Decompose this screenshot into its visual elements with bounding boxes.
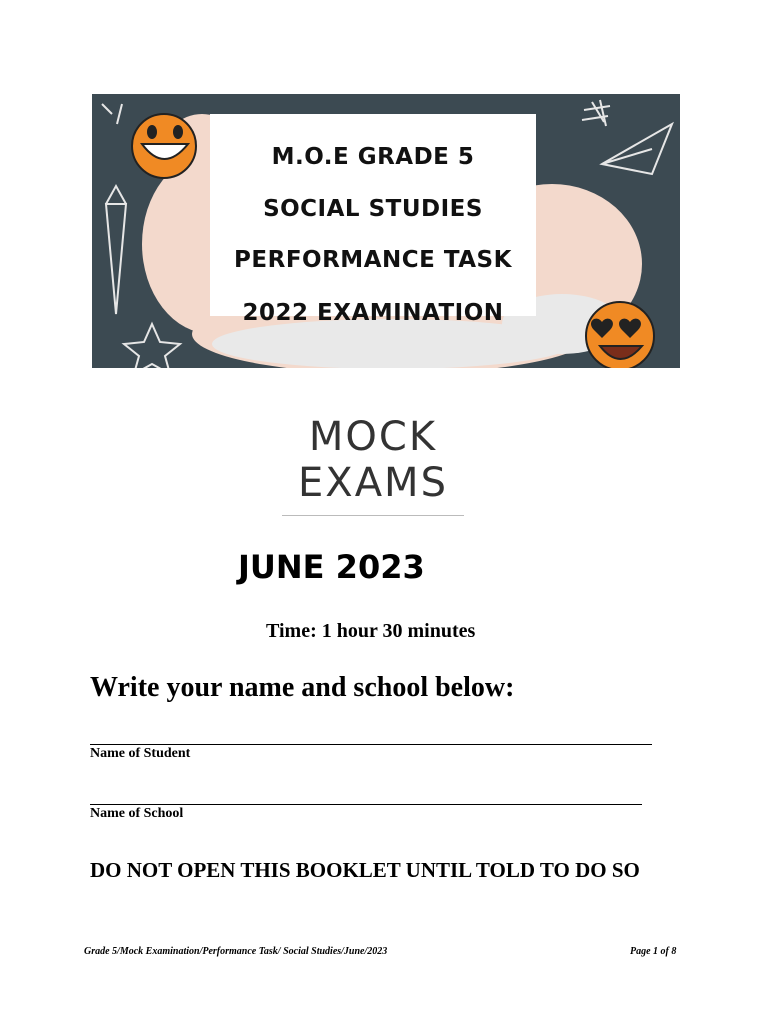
- school-name-label: Name of School: [90, 806, 184, 821]
- banner-title-line-1: M.O.E GRADE 5: [271, 144, 475, 170]
- paper-plane-icon: [602, 124, 672, 174]
- name-school-prompt: Write your name and school below:: [90, 672, 515, 703]
- footer-page-number: Page 1 of 8: [630, 946, 677, 957]
- logo-line-2: EXAMS: [298, 460, 448, 506]
- student-name-line[interactable]: [90, 744, 652, 745]
- footer-document-path: Grade 5/Mock Examination/Performance Task/ Social Studies/June/2023: [84, 946, 388, 957]
- logo-divider: [282, 515, 464, 516]
- mock-exams-logo: [282, 414, 464, 506]
- banner-title-line-3: PERFORMANCE TASK: [234, 247, 512, 273]
- banner-title-line-2: SOCIAL STUDIES: [263, 196, 483, 222]
- booklet-warning: DO NOT OPEN THIS BOOKLET UNTIL TOLD TO DO SO: [90, 858, 640, 882]
- school-name-line[interactable]: [90, 804, 642, 805]
- exam-date: JUNE 2023: [238, 548, 425, 586]
- logo-line-1: MOCK: [308, 414, 438, 460]
- cover-banner: [92, 94, 680, 368]
- banner-title-line-4: 2022 EXAMINATION: [242, 300, 504, 326]
- student-name-label: Name of Student: [90, 746, 191, 761]
- pencil-icon: [106, 186, 126, 314]
- hash-doodle: [582, 100, 610, 126]
- banner-title-card: [210, 114, 536, 326]
- grin-emoji-icon: [132, 114, 196, 178]
- exam-duration: Time: 1 hour 30 minutes: [266, 620, 476, 642]
- star-icon: [124, 324, 180, 368]
- heart-eyes-emoji-icon: [586, 302, 654, 368]
